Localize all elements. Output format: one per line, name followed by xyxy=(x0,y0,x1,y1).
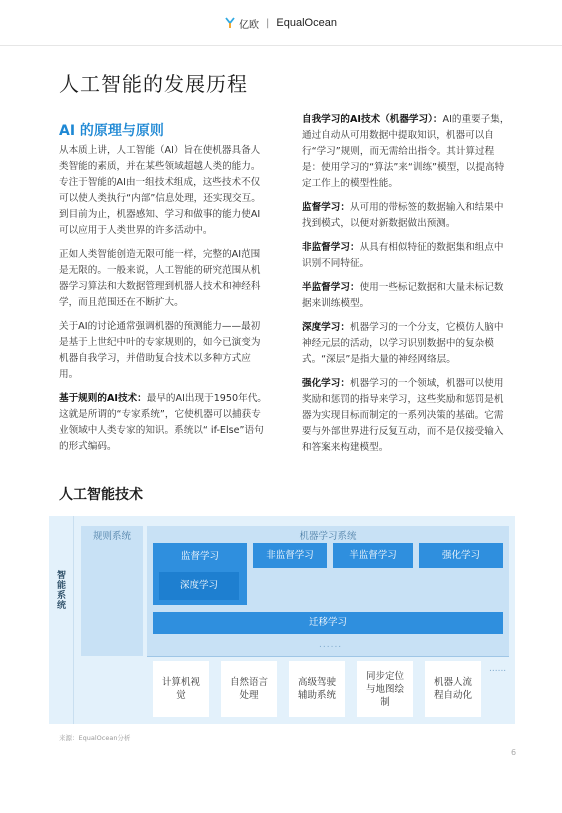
ai-technology-diagram xyxy=(49,516,515,724)
term-label: 非监督学习： xyxy=(302,242,360,253)
page-number: 6 xyxy=(511,748,517,757)
paragraph: 关于AI的讨论通常强调机器的预测能力——最初是基于上世纪中叶的专家规则的，如今已演变为机器自我学习，并借助复合技术以多种方式应用。 xyxy=(59,321,261,380)
diagram-divider xyxy=(73,516,74,724)
term-label: 深度学习： xyxy=(302,322,350,333)
term-label: 强化学习： xyxy=(302,378,350,389)
rule-system-label: 规则系统 xyxy=(92,531,131,542)
supervised-learning-label: 监督学习 xyxy=(180,551,219,562)
term-label: 半监督学习： xyxy=(302,282,360,293)
logo-separator: | xyxy=(266,17,270,29)
app-computer-vision xyxy=(153,661,209,717)
definition-item xyxy=(302,376,510,456)
term-text: AI的重要子集，通过自动从可用数据中提取知识，机器可以自行“学习”规则，而无需给出指令。其计算过程是：使用学习的“算法”来“训练”模型，以提高特定工作上的模型性能。 xyxy=(302,114,510,189)
term-text: 从具有相似特征的数据集和组点中识别不同特征。 xyxy=(302,242,504,269)
app-rpa xyxy=(425,661,481,717)
term-label: 自我学习的AI技术（机器学习）： xyxy=(302,114,443,125)
paragraph: 正如人类智能创造无限可能一样，完整的AI范围是无限的。一般来说，人工智能的研究范围从机器学习算法和大数据管理到机器人技术和神经科学，而且范围还在不断扩大。 xyxy=(59,249,261,308)
ml-system-label: 机器学习系统 xyxy=(299,531,357,542)
term-text: 最早的AI出现于1950年代。这就是所谓的“专家系统”，它使机器可以捕获专业领域中人类专家的知识。系统以“ if-Else”语句的形式编码。 xyxy=(59,393,267,452)
definition-item xyxy=(302,320,510,368)
term-text: 机器学习的一个领域，机器可以使用奖励和惩罚的指导来学习，这些奖励和惩罚是机器为实现目标而制定的一系列决策的基础。它需要与外部世界进行反复互动，而不是仅接受输入和答案来构建模型。 xyxy=(302,378,504,453)
term-text: 使用一些标记数据和大量未标记数据来训练模型。 xyxy=(302,282,504,309)
intelligent-system-label: 智能系统 xyxy=(55,570,65,610)
definition-item xyxy=(302,280,510,312)
app-label: 机器人流程自动化 xyxy=(433,677,472,701)
page-header xyxy=(0,14,562,44)
apps-divider xyxy=(147,656,509,657)
app-adas xyxy=(289,661,345,717)
source-note: 来源：EqualOcean分析 xyxy=(59,734,131,742)
transfer-learning-block: 迁移学习 xyxy=(153,612,503,634)
term-text: 从可用的带标签的数据输入和结果中找到模式，以便对新数据做出预测。 xyxy=(302,202,504,229)
unsupervised-learning-block: 非监督学习 xyxy=(253,543,327,568)
paragraph: 从本质上讲，人工智能（AI）旨在使机器具备人类智能的素质，并在某些领域超越人类的能力。专注于智能的AI由一组技术组成，这些技术不仅可以使人类执行“内部”信息处理，还实现交互。到目前为止，机器感知、学习和做事的能力使AI可以应用于人类世界的许多活动中。 xyxy=(59,145,261,236)
app-label: 自然语言处理 xyxy=(229,677,268,701)
page-title: 人工智能的发展历程 xyxy=(59,72,248,96)
tech-section-title: 人工智能技术 xyxy=(59,487,143,503)
apps-ellipsis: ...... xyxy=(489,664,507,674)
app-label: 同步定位与地图绘制 xyxy=(365,670,404,708)
yiou-logo-icon xyxy=(225,17,235,29)
right-column xyxy=(302,112,510,464)
term-label: 基于规则的AI技术： xyxy=(59,393,147,404)
app-slam xyxy=(357,661,413,717)
header-divider xyxy=(0,45,562,46)
app-label: 高级驾驶辅助系统 xyxy=(297,677,336,701)
logo-cn-text: 亿欧 xyxy=(239,19,260,31)
section-title: AI 的原理与原则 xyxy=(59,123,164,139)
ellipsis: ...... xyxy=(319,640,343,650)
deep-learning-block: 深度学习 xyxy=(159,572,239,600)
app-label: 计算机视觉 xyxy=(161,677,200,701)
rule-based-paragraph xyxy=(59,391,267,455)
rule-system-panel xyxy=(81,526,143,656)
definition-item xyxy=(302,200,510,232)
definition-item xyxy=(302,112,510,192)
brand-logo xyxy=(225,16,337,31)
reinforcement-learning-block: 强化学习 xyxy=(419,543,503,568)
app-nlp xyxy=(221,661,277,717)
logo-en-text: EqualOcean xyxy=(276,17,337,29)
semi-supervised-learning-block: 半监督学习 xyxy=(333,543,413,568)
term-text: 机器学习的一个分支，它模仿人脑中神经元层的活动，以学习识别数据中的复杂模式。“深层”是指大量的神经网络层。 xyxy=(302,322,504,365)
term-label: 监督学习： xyxy=(302,202,350,213)
definition-item xyxy=(302,240,510,272)
left-column xyxy=(59,143,267,463)
